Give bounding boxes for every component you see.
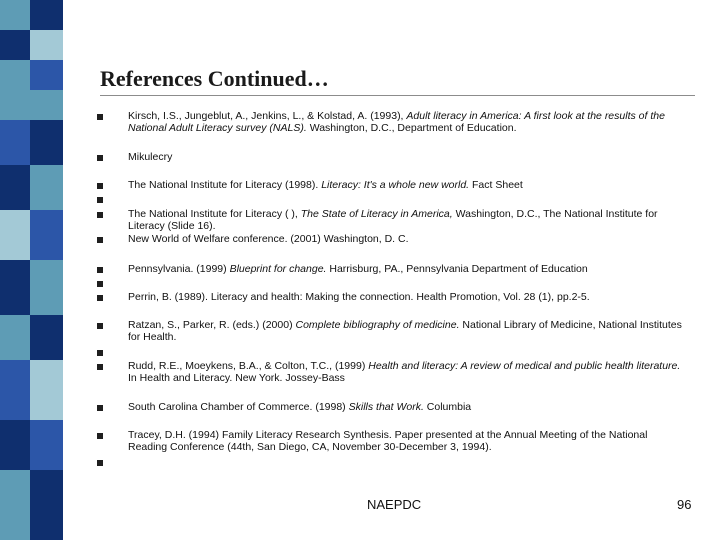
bullet-icon	[97, 405, 103, 411]
reference-item: Perrin, B. (1989). Literacy and health: Making the connection. Health Promotion, Vol. 28 (1), pp.2-5.	[128, 291, 590, 303]
reference-item: Rudd, R.E., Moeykens, B.A., & Colton, T.C., (1999) Health and literacy: A review of medical and public health literature. In Health and Literacy. New York. Jossey-Bass	[128, 360, 681, 384]
reference-item: Tracey, D.H. (1994) Family Literacy Research Synthesis. Paper presented at the Annual Meeting of the National Reading Conference (44th, San Diego, CA, November 30-December 3, 1994).	[128, 429, 648, 453]
bullet-icon	[97, 237, 103, 243]
bullet-icon	[97, 364, 103, 370]
bullet-icon	[97, 114, 103, 120]
reference-item: Pennsylvania. (1999) Blueprint for change. Harrisburg, PA., Pennsylvania Department of Education	[128, 263, 588, 275]
reference-item: The National Institute for Literacy (1998). Literacy: It's a whole new world. Fact Sheet	[128, 179, 523, 191]
reference-item: Mikulecry	[128, 151, 173, 163]
reference-item: Ratzan, S., Parker, R. (eds.) (2000) Complete bibliography of medicine. National Library of Medicine, National Institutes for Health.	[128, 319, 682, 343]
bullet-icon	[97, 281, 103, 287]
bullet-icon	[97, 460, 103, 466]
reference-item: Kirsch, I.S., Jungeblut, A., Jenkins, L., & Kolstad, A. (1993), Adult literacy in America: A first look at the results of the National Adult Literacy survey (NALS). Washington, D.C., Department of Education.	[128, 110, 665, 134]
page-number: 96	[677, 497, 692, 512]
bullet-icon	[97, 212, 103, 218]
page-title: References Continued…	[100, 66, 329, 91]
bullet-icon	[97, 267, 103, 273]
reference-item: The National Institute for Literacy ( ), The State of Literacy in America, Washington, D.C., The National Institute for Literacy (Slide 16).	[128, 208, 658, 232]
bullet-icon	[97, 350, 103, 356]
bullet-icon	[97, 433, 103, 439]
footer-label: NAEPDC	[367, 497, 422, 512]
reference-item: New World of Welfare conference. (2001) Washington, D. C.	[128, 233, 409, 245]
bullet-icon	[97, 197, 103, 203]
bullet-icon	[97, 155, 103, 161]
decorative-color-stripe	[0, 0, 63, 540]
bullet-icon	[97, 295, 103, 301]
title-divider	[100, 95, 695, 96]
bullet-icon	[97, 183, 103, 189]
bullet-icon	[97, 323, 103, 329]
reference-item: South Carolina Chamber of Commerce. (1998) Skills that Work. Columbia	[128, 401, 472, 413]
